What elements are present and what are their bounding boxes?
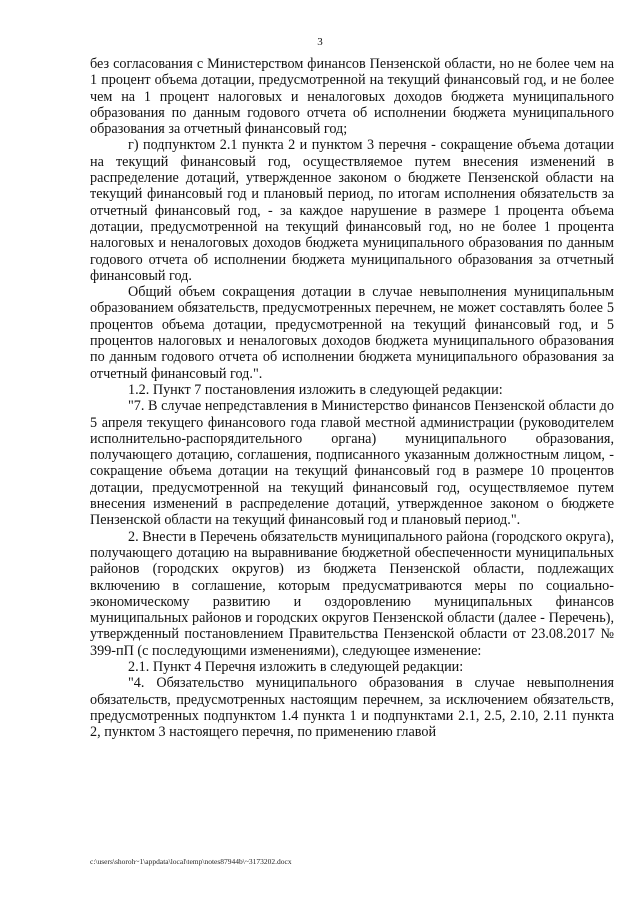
- paragraph-point-7: "7. В случае непредставления в Министерство финансов Пензенской области до 5 апреля текущего финансового года главой местной администрации (руководителем исполнительно-распорядительного органа) муниципального образования, получающего дотацию, соглашения, подписанного указанным должностным лицом, - сокращение объема дотации на текущий финансовый год в размере 10 процентов дотации, предусмотренной на текущий финансовый год, осуществляемое путем внесения изменений в распределение дотаций, утвержденное законом о бюджете Пензенской области на текущий финансовый год и плановый период.".: [90, 398, 614, 529]
- paragraph-point-4: "4. Обязательство муниципального образования в случае невыполнения обязательств, предусмотренных настоящим перечнем, за исключением обязательств, предусмотренных подпунктом 1.4 пункта 1 и подпунктами 2.1, 2.5, 2.10, 2.11 пункта 2, пунктом 3 настоящего перечня, по применению главой: [90, 675, 614, 741]
- paragraph-continuation: без согласования с Министерством финансов Пензенской области, но не более чем на 1 процент объема дотации, предусмотренной на текущий финансовый год, и не более чем на 1 процент налоговых и неналоговых доходов бюджета муниципального образования по данным годового отчета об исполнении бюджета муниципального образования за отчетный финансовый год;: [90, 56, 614, 138]
- paragraph-item-2-1: 2.1. Пункт 4 Перечня изложить в следующей редакции:: [128, 658, 464, 675]
- paragraph-total-reduction: Общий объем сокращения дотации в случае невыполнения муниципальным образованием обязательств, предусмотренных перечнем, не может составлять более 5 процентов объема дотации, предусмотренной на текущий финансовый год, и 5 процентов налоговых и неналоговых доходов бюджета муниципального образования по данным годового отчета об исполнении бюджета муниципального образования за отчетный финансовый год.".: [90, 284, 614, 382]
- paragraph-item-2: 2. Внести в Перечень обязательств муниципального района (городского округа), получающего дотацию на выравнивание бюджетной обеспеченности муниципальных районов (городских округов) из бюджета Пензенской области, подлежащих включению в соглашение, которым предусматриваются меры по социально-экономическому развитию и оздоровлению муниципальных финансов муниципальных районов и городских округов Пензенской области (далее - Перечень), утвержденный постановлением Правительства Пензенской области от 23.08.2017 № 399-пП (с последующими изменениями), следующее изменение:: [90, 528, 614, 659]
- paragraph-subpoint-g: г) подпунктом 2.1 пункта 2 и пунктом 3 перечня - сокращение объема дотации на текущий финансовый год, осуществляемое путем внесения изменений в распределение дотаций, утвержденное законом о бюджете Пензенской области на текущий финансовый год и плановый период, по итогам исполнения обязательств за отчетный финансовый год, - за каждое нарушение в размере 1 процента объема дотации, предусмотренной на текущий финансовый год, но не более 1 процента налоговых и неналоговых доходов бюджета муниципального образования по данным годового отчета об исполнении бюджета муниципального образования за отчетный финансовый год.: [90, 137, 614, 284]
- paragraph-item-1-2: 1.2. Пункт 7 постановления изложить в следующей редакции:: [128, 381, 503, 398]
- body-text: [90, 56, 614, 740]
- page-number: 3: [317, 36, 323, 48]
- file-path-footer: c:\users\shoroh~1\appdata\local\temp\notes87944b\~3173202.docx: [90, 857, 292, 866]
